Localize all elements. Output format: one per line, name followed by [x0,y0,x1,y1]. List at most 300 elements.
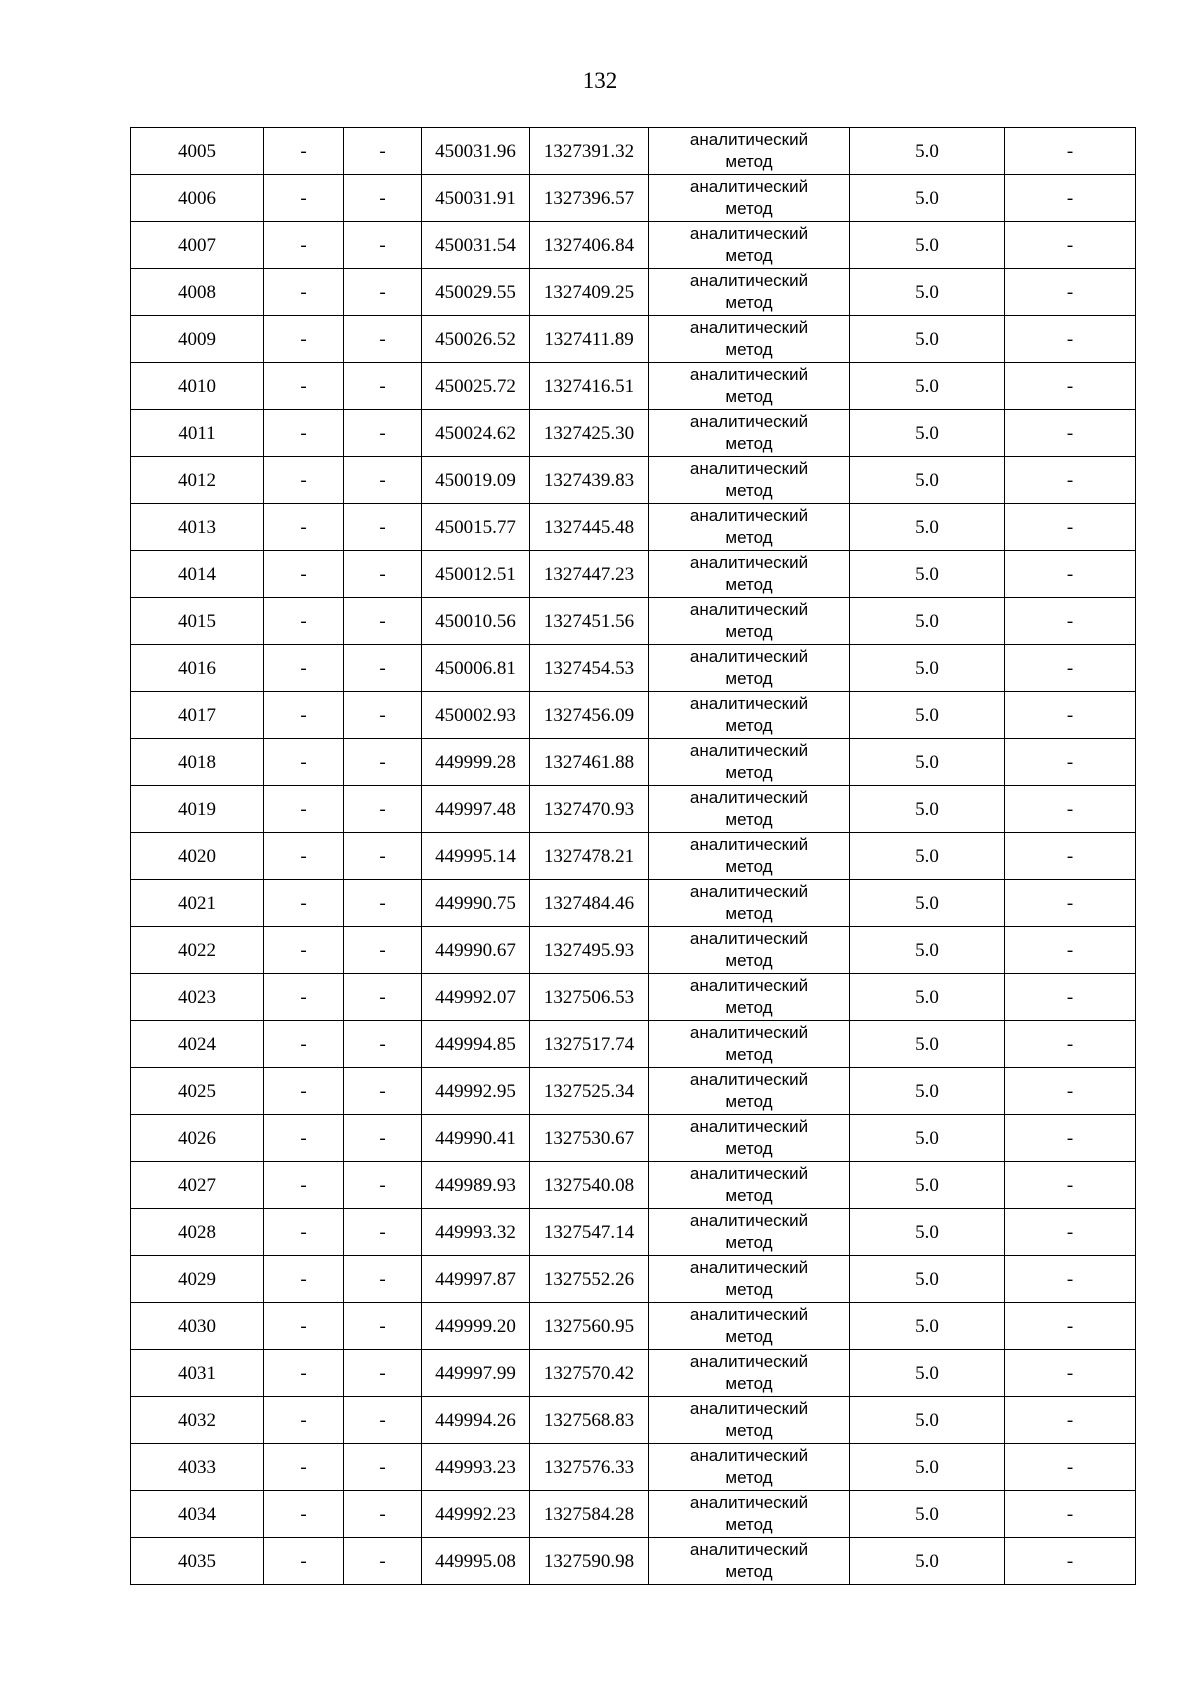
empty-col-a-cell: - [264,504,344,551]
empty-col-b-cell: - [344,1021,422,1068]
method-cell [649,269,850,316]
method-line-1: аналитический [689,130,809,149]
method-cell [649,504,850,551]
table-row [131,222,1136,269]
table-row [131,128,1136,175]
method-line-2: метод [725,1280,773,1299]
empty-col-b-cell: - [344,739,422,786]
x-coordinate-cell: 449999.28 [422,739,530,786]
y-coordinate-cell: 1327495.93 [530,927,649,974]
description-cell: - [1005,739,1136,786]
description-cell: - [1005,1068,1136,1115]
empty-col-a-cell: - [264,222,344,269]
point-number-cell: 4007 [131,222,264,269]
method-cell [649,1397,850,1444]
x-coordinate-cell: 450029.55 [422,269,530,316]
table-row [131,1115,1136,1162]
table-row [131,598,1136,645]
method-line-1: аналитический [689,1117,809,1136]
table-row [131,1068,1136,1115]
empty-col-b-cell: - [344,1115,422,1162]
table-row [131,363,1136,410]
accuracy-cell: 5.0 [850,880,1005,927]
x-coordinate-cell: 449995.14 [422,833,530,880]
point-number-cell: 4017 [131,692,264,739]
empty-col-a-cell: - [264,410,344,457]
point-number-cell: 4011 [131,410,264,457]
accuracy-cell: 5.0 [850,927,1005,974]
y-coordinate-cell: 1327552.26 [530,1256,649,1303]
method-cell [649,692,850,739]
point-number-cell: 4024 [131,1021,264,1068]
x-coordinate-cell: 449994.85 [422,1021,530,1068]
point-number-cell: 4029 [131,1256,264,1303]
y-coordinate-cell: 1327484.46 [530,880,649,927]
empty-col-b-cell: - [344,222,422,269]
description-cell: - [1005,974,1136,1021]
method-line-2: метод [725,1233,773,1252]
y-coordinate-cell: 1327570.42 [530,1350,649,1397]
method-line-2: метод [725,622,773,641]
x-coordinate-cell: 449997.48 [422,786,530,833]
empty-col-a-cell: - [264,457,344,504]
table-row [131,269,1136,316]
point-number-cell: 4019 [131,786,264,833]
description-cell: - [1005,1303,1136,1350]
point-number-cell: 4031 [131,1350,264,1397]
empty-col-a-cell: - [264,128,344,175]
empty-col-a-cell: - [264,1491,344,1538]
accuracy-cell: 5.0 [850,1397,1005,1444]
accuracy-cell: 5.0 [850,363,1005,410]
empty-col-b-cell: - [344,974,422,1021]
table-row [131,692,1136,739]
x-coordinate-cell: 449994.26 [422,1397,530,1444]
description-cell: - [1005,598,1136,645]
method-line-2: метод [725,246,773,265]
empty-col-b-cell: - [344,504,422,551]
empty-col-b-cell: - [344,316,422,363]
point-number-cell: 4034 [131,1491,264,1538]
accuracy-cell: 5.0 [850,1444,1005,1491]
x-coordinate-cell: 449999.20 [422,1303,530,1350]
description-cell: - [1005,1162,1136,1209]
empty-col-a-cell: - [264,1303,344,1350]
method-line-1: аналитический [689,318,809,337]
empty-col-b-cell: - [344,1209,422,1256]
point-number-cell: 4023 [131,974,264,1021]
description-cell: - [1005,1538,1136,1585]
accuracy-cell: 5.0 [850,1350,1005,1397]
point-number-cell: 4021 [131,880,264,927]
method-line-1: аналитический [689,600,809,619]
method-cell [649,551,850,598]
method-line-1: аналитический [689,976,809,995]
point-number-cell: 4020 [131,833,264,880]
description-cell: - [1005,363,1136,410]
method-line-1: аналитический [689,506,809,525]
empty-col-a-cell: - [264,1444,344,1491]
y-coordinate-cell: 1327576.33 [530,1444,649,1491]
table-row [131,1256,1136,1303]
method-line-1: аналитический [689,1540,809,1559]
table-row [131,880,1136,927]
y-coordinate-cell: 1327461.88 [530,739,649,786]
empty-col-a-cell: - [264,269,344,316]
method-cell [649,880,850,927]
y-coordinate-cell: 1327445.48 [530,504,649,551]
description-cell: - [1005,786,1136,833]
empty-col-b-cell: - [344,128,422,175]
point-number-cell: 4015 [131,598,264,645]
method-line-2: метод [725,857,773,876]
x-coordinate-cell: 450010.56 [422,598,530,645]
empty-col-b-cell: - [344,927,422,974]
y-coordinate-cell: 1327470.93 [530,786,649,833]
description-cell: - [1005,833,1136,880]
y-coordinate-cell: 1327416.51 [530,363,649,410]
point-number-cell: 4008 [131,269,264,316]
point-number-cell: 4028 [131,1209,264,1256]
y-coordinate-cell: 1327406.84 [530,222,649,269]
method-cell [649,316,850,363]
table-row [131,1162,1136,1209]
accuracy-cell: 5.0 [850,692,1005,739]
y-coordinate-cell: 1327517.74 [530,1021,649,1068]
method-cell [649,645,850,692]
table-row [131,1538,1136,1585]
table-row [131,175,1136,222]
y-coordinate-cell: 1327454.53 [530,645,649,692]
method-cell [649,739,850,786]
method-line-2: метод [725,1421,773,1440]
x-coordinate-cell: 449993.32 [422,1209,530,1256]
accuracy-cell: 5.0 [850,1115,1005,1162]
method-line-2: метод [725,1562,773,1581]
empty-col-b-cell: - [344,1303,422,1350]
method-line-1: аналитический [689,1399,809,1418]
empty-col-b-cell: - [344,786,422,833]
description-cell: - [1005,692,1136,739]
description-cell: - [1005,410,1136,457]
description-cell: - [1005,175,1136,222]
empty-col-b-cell: - [344,1256,422,1303]
method-line-2: метод [725,1327,773,1346]
method-cell [649,175,850,222]
method-cell [649,1068,850,1115]
y-coordinate-cell: 1327391.32 [530,128,649,175]
empty-col-a-cell: - [264,1209,344,1256]
method-line-1: аналитический [689,177,809,196]
empty-col-a-cell: - [264,1162,344,1209]
accuracy-cell: 5.0 [850,739,1005,786]
accuracy-cell: 5.0 [850,1162,1005,1209]
description-cell: - [1005,1209,1136,1256]
y-coordinate-cell: 1327560.95 [530,1303,649,1350]
method-line-2: метод [725,199,773,218]
empty-col-a-cell: - [264,786,344,833]
x-coordinate-cell: 449990.41 [422,1115,530,1162]
method-cell [649,410,850,457]
method-cell [649,1350,850,1397]
x-coordinate-cell: 450015.77 [422,504,530,551]
y-coordinate-cell: 1327584.28 [530,1491,649,1538]
point-number-cell: 4033 [131,1444,264,1491]
empty-col-a-cell: - [264,1068,344,1115]
method-line-2: метод [725,387,773,406]
empty-col-a-cell: - [264,1256,344,1303]
method-line-1: аналитический [689,1211,809,1230]
method-cell [649,1303,850,1350]
x-coordinate-cell: 450025.72 [422,363,530,410]
table-row [131,1491,1136,1538]
empty-col-a-cell: - [264,974,344,1021]
accuracy-cell: 5.0 [850,1209,1005,1256]
method-line-2: метод [725,904,773,923]
method-cell [649,1021,850,1068]
method-line-1: аналитический [689,412,809,431]
method-line-2: метод [725,998,773,1017]
table-row [131,457,1136,504]
x-coordinate-cell: 449997.87 [422,1256,530,1303]
x-coordinate-cell: 450031.96 [422,128,530,175]
x-coordinate-cell: 449990.75 [422,880,530,927]
accuracy-cell: 5.0 [850,1068,1005,1115]
method-line-2: метод [725,669,773,688]
y-coordinate-cell: 1327456.09 [530,692,649,739]
method-line-1: аналитический [689,459,809,478]
method-line-1: аналитический [689,647,809,666]
method-line-2: метод [725,1468,773,1487]
accuracy-cell: 5.0 [850,1491,1005,1538]
empty-col-b-cell: - [344,1162,422,1209]
method-line-1: аналитический [689,1446,809,1465]
empty-col-a-cell: - [264,363,344,410]
description-cell: - [1005,1397,1136,1444]
table-row [131,1397,1136,1444]
method-cell [649,598,850,645]
table-row [131,927,1136,974]
method-cell [649,128,850,175]
method-cell [649,1256,850,1303]
empty-col-a-cell: - [264,880,344,927]
x-coordinate-cell: 450019.09 [422,457,530,504]
table-row [131,1444,1136,1491]
y-coordinate-cell: 1327590.98 [530,1538,649,1585]
empty-col-a-cell: - [264,175,344,222]
accuracy-cell: 5.0 [850,833,1005,880]
method-line-1: аналитический [689,882,809,901]
empty-col-b-cell: - [344,1397,422,1444]
empty-col-a-cell: - [264,927,344,974]
y-coordinate-cell: 1327396.57 [530,175,649,222]
description-cell: - [1005,1491,1136,1538]
point-number-cell: 4018 [131,739,264,786]
accuracy-cell: 5.0 [850,1256,1005,1303]
point-number-cell: 4035 [131,1538,264,1585]
accuracy-cell: 5.0 [850,128,1005,175]
table-row [131,974,1136,1021]
point-number-cell: 4016 [131,645,264,692]
method-line-1: аналитический [689,929,809,948]
y-coordinate-cell: 1327439.83 [530,457,649,504]
description-cell: - [1005,128,1136,175]
method-line-1: аналитический [689,1023,809,1042]
empty-col-b-cell: - [344,645,422,692]
point-number-cell: 4027 [131,1162,264,1209]
description-cell: - [1005,269,1136,316]
method-line-1: аналитический [689,1493,809,1512]
y-coordinate-cell: 1327409.25 [530,269,649,316]
description-cell: - [1005,1350,1136,1397]
empty-col-b-cell: - [344,1491,422,1538]
description-cell: - [1005,927,1136,974]
empty-col-b-cell: - [344,363,422,410]
x-coordinate-cell: 449993.23 [422,1444,530,1491]
description-cell: - [1005,316,1136,363]
method-line-2: метод [725,152,773,171]
x-coordinate-cell: 450031.54 [422,222,530,269]
x-coordinate-cell: 449992.07 [422,974,530,1021]
method-line-2: метод [725,528,773,547]
method-cell [649,457,850,504]
y-coordinate-cell: 1327447.23 [530,551,649,598]
accuracy-cell: 5.0 [850,175,1005,222]
method-line-2: метод [725,434,773,453]
table-row [131,1303,1136,1350]
method-line-2: метод [725,340,773,359]
empty-col-b-cell: - [344,1444,422,1491]
method-line-1: аналитический [689,835,809,854]
method-cell [649,786,850,833]
table-row [131,1021,1136,1068]
accuracy-cell: 5.0 [850,786,1005,833]
method-line-2: метод [725,951,773,970]
method-line-1: аналитический [689,694,809,713]
method-line-1: аналитический [689,271,809,290]
empty-col-a-cell: - [264,1021,344,1068]
accuracy-cell: 5.0 [850,222,1005,269]
description-cell: - [1005,1021,1136,1068]
method-line-1: аналитический [689,1352,809,1371]
table-row [131,316,1136,363]
description-cell: - [1005,551,1136,598]
method-cell [649,1162,850,1209]
method-cell [649,833,850,880]
point-number-cell: 4012 [131,457,264,504]
method-line-2: метод [725,575,773,594]
method-line-1: аналитический [689,365,809,384]
accuracy-cell: 5.0 [850,410,1005,457]
empty-col-b-cell: - [344,833,422,880]
description-cell: - [1005,457,1136,504]
x-coordinate-cell: 449995.08 [422,1538,530,1585]
x-coordinate-cell: 450026.52 [422,316,530,363]
method-line-2: метод [725,1045,773,1064]
method-line-2: метод [725,481,773,500]
point-number-cell: 4030 [131,1303,264,1350]
empty-col-a-cell: - [264,551,344,598]
method-cell [649,1491,850,1538]
y-coordinate-cell: 1327525.34 [530,1068,649,1115]
empty-col-b-cell: - [344,1538,422,1585]
y-coordinate-cell: 1327425.30 [530,410,649,457]
table-row [131,833,1136,880]
y-coordinate-cell: 1327506.53 [530,974,649,1021]
y-coordinate-cell: 1327540.08 [530,1162,649,1209]
method-line-1: аналитический [689,224,809,243]
method-line-1: аналитический [689,553,809,572]
x-coordinate-cell: 450031.91 [422,175,530,222]
accuracy-cell: 5.0 [850,504,1005,551]
x-coordinate-cell: 449989.93 [422,1162,530,1209]
empty-col-a-cell: - [264,833,344,880]
method-line-2: метод [725,1139,773,1158]
accuracy-cell: 5.0 [850,551,1005,598]
description-cell: - [1005,880,1136,927]
method-line-1: аналитический [689,1258,809,1277]
point-number-cell: 4009 [131,316,264,363]
table-row [131,645,1136,692]
point-number-cell: 4022 [131,927,264,974]
table-row [131,739,1136,786]
point-number-cell: 4032 [131,1397,264,1444]
x-coordinate-cell: 450012.51 [422,551,530,598]
accuracy-cell: 5.0 [850,1021,1005,1068]
point-number-cell: 4014 [131,551,264,598]
empty-col-b-cell: - [344,551,422,598]
description-cell: - [1005,1115,1136,1162]
empty-col-a-cell: - [264,1350,344,1397]
x-coordinate-cell: 449997.99 [422,1350,530,1397]
description-cell: - [1005,504,1136,551]
empty-col-b-cell: - [344,175,422,222]
empty-col-b-cell: - [344,880,422,927]
method-line-1: аналитический [689,1305,809,1324]
method-line-1: аналитический [689,1070,809,1089]
empty-col-a-cell: - [264,1397,344,1444]
x-coordinate-cell: 450006.81 [422,645,530,692]
empty-col-a-cell: - [264,1538,344,1585]
description-cell: - [1005,1444,1136,1491]
empty-col-b-cell: - [344,1350,422,1397]
method-cell [649,1115,850,1162]
accuracy-cell: 5.0 [850,598,1005,645]
empty-col-a-cell: - [264,645,344,692]
method-line-2: метод [725,1186,773,1205]
method-cell [649,927,850,974]
x-coordinate-cell: 450024.62 [422,410,530,457]
method-cell [649,974,850,1021]
point-number-cell: 4006 [131,175,264,222]
method-line-1: аналитический [689,741,809,760]
accuracy-cell: 5.0 [850,457,1005,504]
method-line-2: метод [725,293,773,312]
empty-col-b-cell: - [344,598,422,645]
x-coordinate-cell: 449992.23 [422,1491,530,1538]
accuracy-cell: 5.0 [850,1303,1005,1350]
method-line-2: метод [725,1374,773,1393]
method-cell [649,363,850,410]
method-line-1: аналитический [689,1164,809,1183]
table-row [131,551,1136,598]
empty-col-b-cell: - [344,269,422,316]
description-cell: - [1005,645,1136,692]
table-row [131,504,1136,551]
method-cell [649,1209,850,1256]
accuracy-cell: 5.0 [850,316,1005,363]
empty-col-a-cell: - [264,1115,344,1162]
